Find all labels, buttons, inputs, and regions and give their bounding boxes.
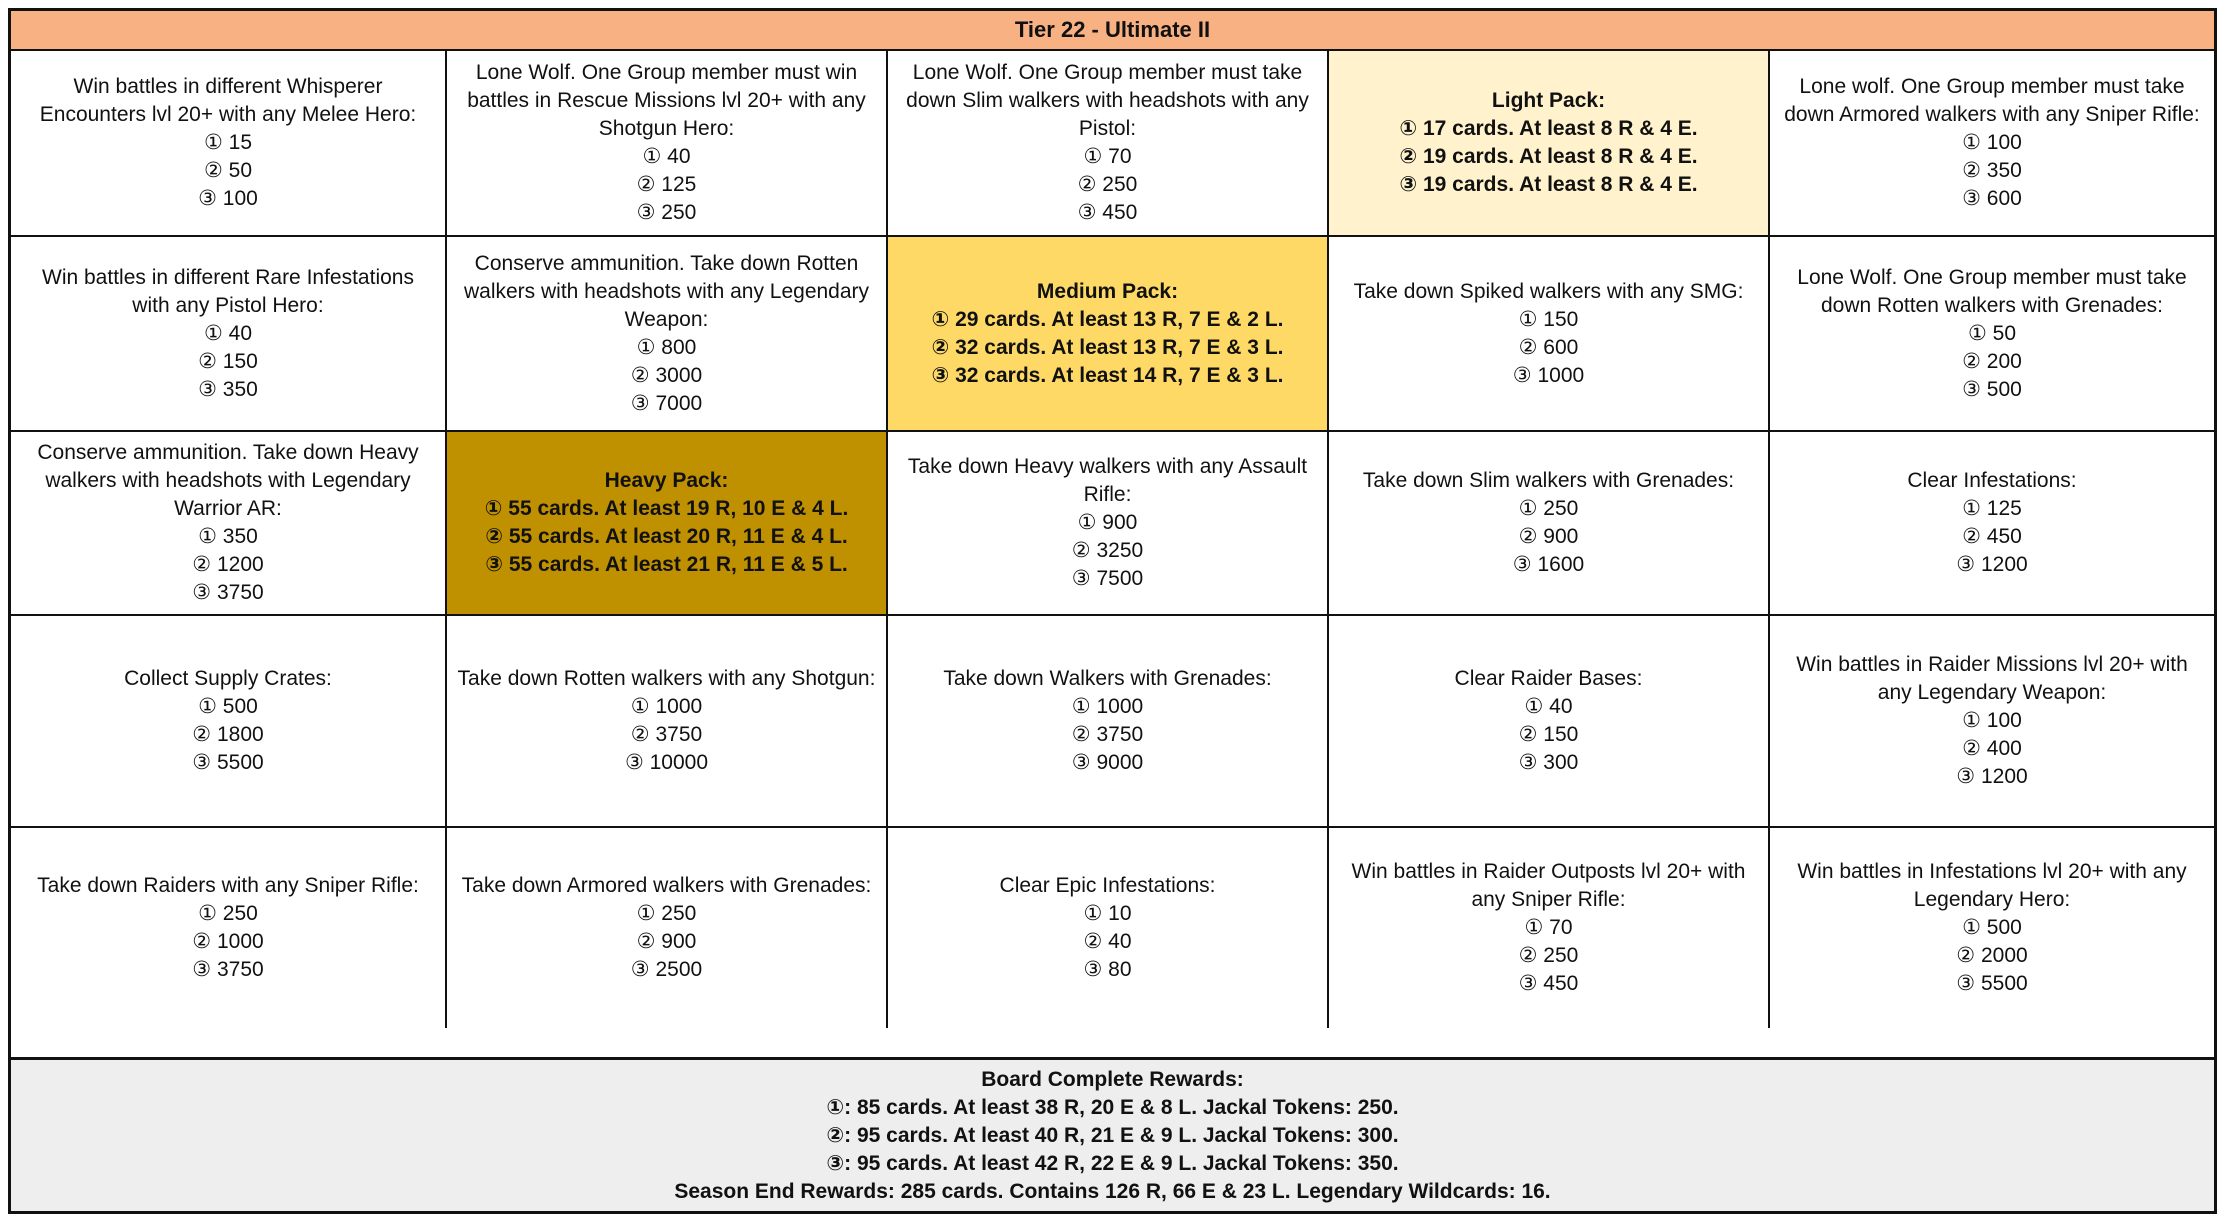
challenge-description: Lone Wolf. One Group member must win battles in Rescue Missions lvl 20+ with any Shotgun Hero: [467, 61, 866, 140]
light-pack-cell [1329, 51, 1770, 237]
challenge-description: Win battles in different Whisperer Encounters lvl 20+ with any Melee Hero: [39, 75, 417, 126]
challenge-description: Conserve ammunition. Take down Rotten walkers with headshots with any Legendary Weapon: [463, 251, 870, 331]
tier-1-value: ① 29 cards. At least 13 R, 7 E & 2 L. [931, 307, 1284, 331]
challenge-grid [11, 51, 2214, 1057]
challenge-description: Take down Rotten walkers with any Shotgun: [457, 667, 876, 690]
challenge-description: Clear Raider Bases: [1454, 667, 1643, 690]
tier-1-value: ① 125 [1962, 497, 2022, 520]
tier-1-value: ① 100 [1962, 131, 2022, 154]
tier-2-value: ② 1200 [192, 553, 264, 576]
challenge-cell [1329, 432, 1770, 616]
tier-3-value: ③ 19 cards. At least 8 R & 4 E. [1399, 173, 1698, 196]
challenge-cell [11, 432, 447, 616]
tier-2-value: ② 3750 [1071, 723, 1144, 746]
challenge-cell [888, 616, 1329, 828]
season-end-rewards: Season End Rewards: 285 cards. Contains 126 R, 66 E & 23 L. Legendary Wildcards: 16. [674, 1179, 1551, 1203]
challenge-cell [888, 432, 1329, 616]
reward-board [8, 8, 2217, 1214]
challenge-cell [1329, 828, 1770, 1028]
challenge-cell [11, 51, 447, 237]
challenge-description: Win battles in Raider Outposts lvl 20+ with any Sniper Rifle: [1351, 860, 1746, 911]
challenge-description: Take down Armored walkers with Grenades: [461, 874, 872, 897]
tier-2-value: ② 600 [1518, 335, 1579, 359]
heavy-pack-cell [447, 432, 888, 616]
tier-2-value: ② 350 [1962, 159, 2022, 182]
tier-2-value: ② 3000 [630, 363, 703, 387]
tier-3-value: ③ 80 [1083, 958, 1132, 981]
tier-3-value: ③ 5500 [192, 751, 264, 774]
challenge-description: Win battles in Raider Missions lvl 20+ with any Legendary Weapon: [1796, 653, 2188, 704]
tier-2-value: ② 1000 [192, 930, 264, 953]
challenge-description: Take down Raiders with any Sniper Rifle: [37, 874, 419, 897]
challenge-cell [1329, 616, 1770, 828]
tier-1-value: ① 15 [203, 131, 253, 154]
tier-2-value: ② 2000 [1956, 944, 2028, 967]
tier-3-value: ③ 7000 [630, 391, 703, 415]
tier-1-value: ① 500 [1962, 916, 2022, 939]
medium-pack-cell [888, 237, 1329, 432]
challenge-description: Clear Epic Infestations: [999, 874, 1216, 897]
tier-3-value: ③ 2500 [630, 958, 703, 981]
tier-2-value: ② 400 [1962, 737, 2022, 760]
tier-1-value: ① 40 [1524, 695, 1573, 718]
tier-3-value: ③ 7500 [1071, 567, 1144, 590]
pack-title: Light Pack: [1491, 89, 1606, 112]
challenge-cell [447, 828, 888, 1028]
footer-tier-2: ②: 95 cards. At least 40 R, 21 E & 9 L. Jackal Tokens: 300. [826, 1123, 1399, 1147]
tier-1-value: ① 40 [642, 145, 691, 168]
challenge-cell [1770, 432, 2214, 616]
tier-3-value: ③ 500 [1962, 377, 2022, 401]
tier-1-value: ① 100 [1962, 709, 2022, 732]
challenge-cell [888, 51, 1329, 237]
tier-3-value: ③ 450 [1077, 201, 1138, 224]
tier-2-value: ② 50 [203, 159, 253, 182]
tier-1-value: ① 900 [1077, 511, 1138, 534]
tier-2-value: ② 3250 [1071, 539, 1144, 562]
tier-3-value: ③ 3750 [192, 958, 264, 981]
tier-1-value: ① 40 [203, 321, 253, 345]
challenge-cell [1770, 828, 2214, 1028]
tier-2-value: ② 150 [1518, 723, 1579, 746]
tier-1-value: ① 250 [636, 902, 697, 925]
challenge-cell [447, 51, 888, 237]
challenge-cell [1329, 237, 1770, 432]
tier-2-value: ② 125 [636, 173, 697, 196]
tier-2-value: ② 200 [1962, 349, 2022, 373]
challenge-cell [447, 237, 888, 432]
tier-1-value: ① 55 cards. At least 19 R, 10 E & 4 L. [484, 497, 849, 520]
challenge-description: Collect Supply Crates: [124, 667, 332, 690]
tier-1-value: ① 250 [1518, 497, 1579, 520]
tier-3-value: ③ 1600 [1512, 553, 1585, 576]
tier-3-value: ③ 32 cards. At least 14 R, 7 E & 3 L. [931, 363, 1284, 387]
tier-2-value: ② 40 [1083, 930, 1132, 953]
tier-3-value: ③ 1200 [1956, 765, 2028, 788]
footer-tier-1: ①: 85 cards. At least 38 R, 20 E & 8 L. Jackal Tokens: 250. [826, 1095, 1399, 1119]
challenge-description: Lone wolf. One Group member must take down Armored walkers with any Sniper Rifle: [1784, 75, 2200, 126]
tier-3-value: ③ 1000 [1512, 363, 1585, 387]
challenge-description: Take down Heavy walkers with any Assault Rifle: [907, 455, 1308, 506]
tier-3-value: ③ 350 [198, 377, 258, 401]
tier-3-value: ③ 600 [1962, 187, 2022, 210]
tier-3-value: ③ 5500 [1956, 972, 2028, 995]
tier-1-value: ① 70 [1083, 145, 1132, 168]
board-title: Tier 22 - Ultimate II [11, 11, 2214, 51]
tier-1-value: ① 350 [198, 525, 258, 548]
tier-1-value: ① 250 [198, 902, 258, 925]
tier-3-value: ③ 250 [636, 201, 697, 224]
tier-2-value: ② 3750 [630, 723, 703, 746]
challenge-description: Win battles in different Rare Infestations with any Pistol Hero: [42, 265, 414, 317]
challenge-description: Lone Wolf. One Group member must take down Rotten walkers with Grenades: [1797, 265, 2187, 317]
tier-3-value: ③ 100 [198, 187, 258, 210]
tier-3-value: ③ 9000 [1071, 751, 1144, 774]
tier-2-value: ② 450 [1962, 525, 2022, 548]
challenge-description: Take down Slim walkers with Grenades: [1362, 469, 1735, 492]
tier-2-value: ② 250 [1077, 173, 1138, 196]
challenge-description: Conserve ammunition. Take down Heavy walkers with headshots with Legendary Warrior AR: [37, 441, 419, 520]
tier-1-value: ① 800 [636, 335, 697, 359]
tier-3-value: ③ 55 cards. At least 21 R, 11 E & 5 L. [485, 553, 848, 576]
tier-3-value: ③ 1200 [1956, 553, 2028, 576]
challenge-cell [1770, 616, 2214, 828]
tier-2-value: ② 250 [1518, 944, 1579, 967]
tier-1-value: ① 1000 [1071, 695, 1144, 718]
challenge-description: Take down Spiked walkers with any SMG: [1353, 279, 1744, 303]
board-complete-rewards [11, 1057, 2214, 1211]
tier-2-value: ② 55 cards. At least 20 R, 11 E & 4 L. [485, 525, 848, 548]
tier-1-value: ① 500 [198, 695, 258, 718]
challenge-cell [888, 828, 1329, 1028]
tier-3-value: ③ 300 [1518, 751, 1579, 774]
challenge-cell [447, 616, 888, 828]
tier-2-value: ② 19 cards. At least 8 R & 4 E. [1399, 145, 1698, 168]
tier-3-value: ③ 10000 [624, 751, 709, 774]
tier-1-value: ① 70 [1524, 916, 1573, 939]
tier-2-value: ② 32 cards. At least 13 R, 7 E & 3 L. [931, 335, 1284, 359]
tier-1-value: ① 10 [1083, 902, 1132, 925]
challenge-description: Lone Wolf. One Group member must take down Slim walkers with headshots with any Pistol: [906, 61, 1309, 140]
tier-2-value: ② 150 [198, 349, 258, 373]
tier-2-value: ② 900 [636, 930, 697, 953]
challenge-cell [11, 616, 447, 828]
pack-title: Medium Pack: [1036, 279, 1179, 303]
tier-2-value: ② 1800 [192, 723, 264, 746]
tier-1-value: ① 17 cards. At least 8 R & 4 E. [1399, 117, 1698, 140]
pack-title: Heavy Pack: [604, 469, 729, 492]
tier-1-value: ① 150 [1518, 307, 1579, 331]
footer-tier-3: ③: 95 cards. At least 42 R, 22 E & 9 L. Jackal Tokens: 350. [826, 1151, 1399, 1175]
challenge-cell [11, 237, 447, 432]
tier-1-value: ① 1000 [630, 695, 703, 718]
challenge-description: Take down Walkers with Grenades: [943, 667, 1272, 690]
tier-3-value: ③ 3750 [192, 581, 264, 604]
challenge-description: Win battles in Infestations lvl 20+ with any Legendary Hero: [1797, 860, 2187, 911]
challenge-description: Clear Infestations: [1907, 469, 2077, 492]
challenge-cell [11, 828, 447, 1028]
challenge-cell [1770, 237, 2214, 432]
tier-1-value: ① 50 [1967, 321, 2017, 345]
tier-2-value: ② 900 [1518, 525, 1579, 548]
tier-3-value: ③ 450 [1518, 972, 1579, 995]
challenge-cell [1770, 51, 2214, 237]
footer-heading: Board Complete Rewards: [981, 1067, 1244, 1091]
